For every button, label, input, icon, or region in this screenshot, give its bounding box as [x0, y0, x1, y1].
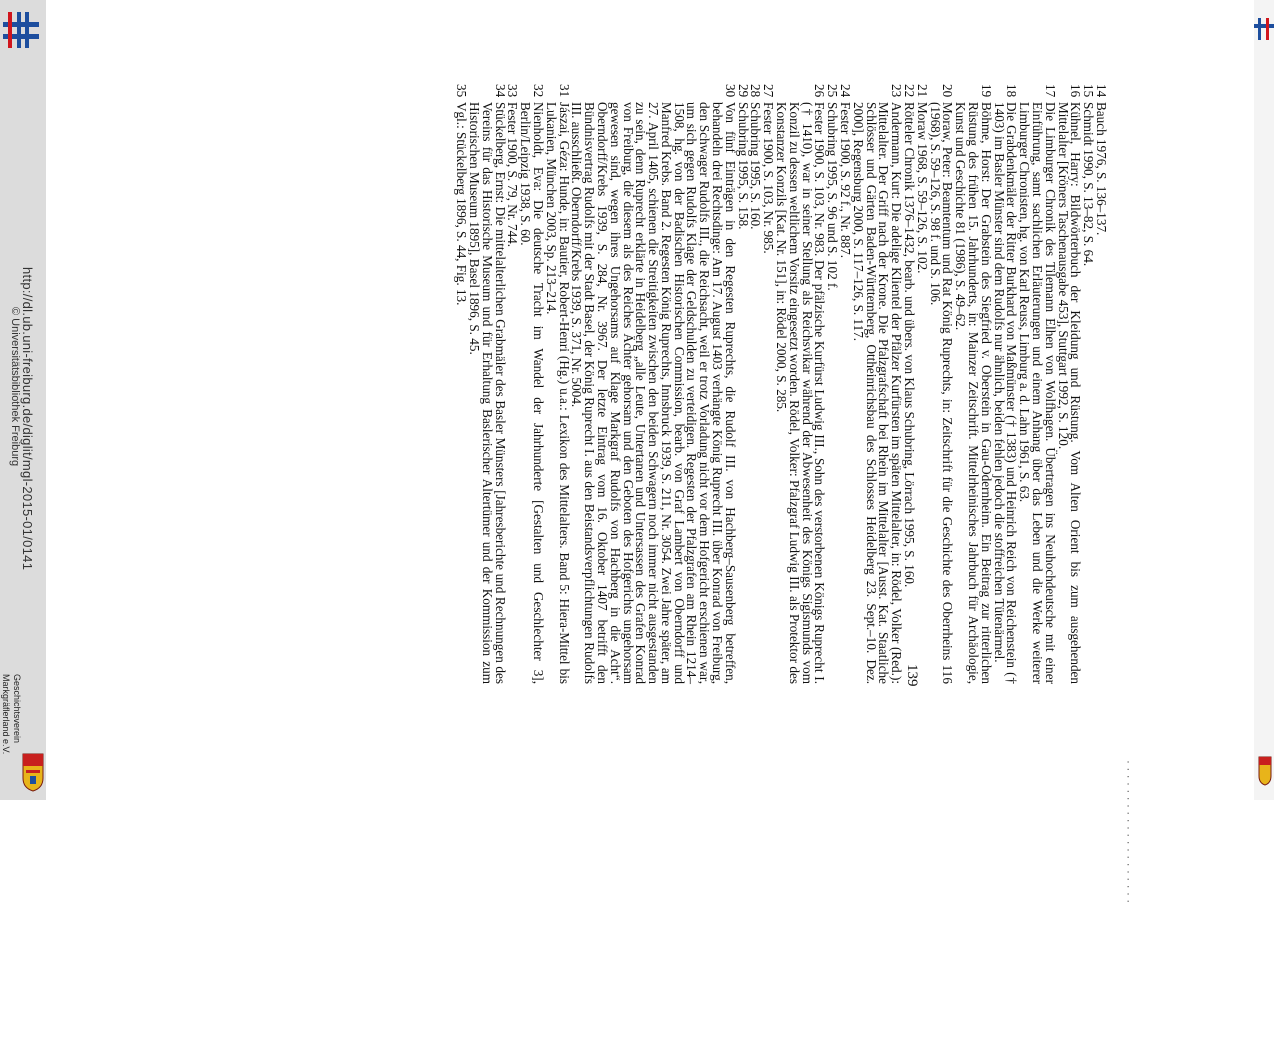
endnote-text: Schubring 1995, S. 158.	[735, 102, 751, 230]
endnote-text: Vgl.: Stückelberg 1896, S. 44, Fig. 13.	[454, 102, 470, 306]
endnote-text: Bauch 1976, S. 136–137.	[1094, 102, 1109, 236]
endnote-text: Fester 1900, S. 92 f., Nr. 887.	[838, 102, 854, 259]
header-fragment: · · · · · · · · · · · · · · · · · · · ·	[1122, 760, 1136, 904]
endnote-number: 21	[914, 84, 930, 98]
endnote-text: Fester 1900, S. 79, Nr. 744.	[505, 102, 521, 248]
endnote-text: Nienholdt, Eva: Die deutsche Tracht im Wandel der Jahrhunderte [Gestalten und Geschlechter 3], Berlin/Leipzig 1938, S. 60.	[518, 102, 546, 684]
endnote-number: 34	[492, 84, 508, 98]
ub-logo-fragment-icon	[1254, 18, 1274, 40]
endnote-text: Fester 1900, S. 103, Nr. 983. Der pfälzische Kurfürst Ludwig III., Sohn des verstorbenen Königs Ruprecht I. († 1410), war in seiner Stellung als Reichsvikar während der Abwesenheit des Königs Sigismunds vom Konzil zu dessen weltlichem Vorsitz eingesetzt worden. Rödel, Volker: Pfalzgraf Ludwig III. als Protektor des Konstanzer Konzils [Kat. Nr. 151], in: Rödel 2000, S. 285.	[774, 102, 828, 684]
society-name-line1: Geschichtsverein	[12, 674, 22, 744]
endnote-number: 18	[1004, 84, 1020, 98]
endnote-text: Die Limburger Chronik des Tilemann Elhen von Wolfhagen. Übertragen ins Neuhochdeutsche mit einer Einführung, samt sachlichen Erläuterungen und einem Anhang über das Leben und die Werke weiterer Limburger Chronisten, hg. von Karl Reuss, Limburg a. d. Lahn 1961, S. 63.	[1017, 102, 1058, 684]
endnote-number: 23	[889, 84, 905, 98]
endnote	[1056, 84, 1082, 684]
endnote	[454, 84, 470, 684]
endnote-number: 24	[838, 84, 854, 98]
endnote	[953, 84, 994, 684]
endnote	[544, 84, 570, 684]
endnote	[466, 84, 508, 684]
endnote-text: Moraw 1968, S. 59–126, S. 102.	[914, 102, 930, 274]
endnote-text: Andermann, Kurt: Die adelige Klientel der Pfälzer Kurfürsten im späten Mittelalter, in: Rödel, Volker (Red.): Mittelalter. Der Griff nach der Krone. Die Pfalzgrafschaft bei Rhein im Mittelalter [Ausst. Kat. Staatliche Schlösser und Gärten Baden-Württemberg, Ottheinrichsbau des Schlosses Heidelberg 23. Sept.–10. Dez. 2000], Regensburg 2000, S. 117–126, S. 117.	[850, 102, 905, 684]
endnote-text: Fester 1900, S. 103, Nr. 985.	[761, 102, 777, 254]
endnote	[570, 84, 736, 684]
endnote-number: 33	[505, 84, 521, 98]
endnote	[774, 84, 828, 684]
endnote-text: Kühnel, Harry: Bildwörterbuch der Kleidung und Rüstung. Vom Alten Orient bis zum ausgehenden Mittelalter [Kröners Taschenausgabe 453], Stuttgart 1992, S. 120.	[1055, 102, 1084, 684]
endnote-number: 27	[761, 84, 777, 98]
endnote-number: 25	[825, 84, 841, 98]
crest-fragment-icon	[1258, 756, 1272, 786]
endnote-number: 14	[1094, 84, 1109, 98]
society-crest-icon	[22, 752, 44, 792]
endnote-number: 17	[1042, 84, 1058, 98]
endnote	[928, 84, 954, 684]
endnote-number: 19	[978, 84, 994, 98]
endnote-number: 16	[1068, 84, 1084, 98]
ub-freiburg-logo	[3, 10, 39, 50]
endnote-text: Von fünf Einträgen in den Regesten Ruprechts, die Rudolf III. von Hachberg–Sausenberg betreffen, behandeln drei Rechtsdinge: Am 17. August 1403 verhängte König Ruprecht III. über Konrad von Freiburg, den Schwager Rudolfs III., die Reichsacht, weil er trotz Vorladung nicht vor dem Hofgericht erschienen war, um sich gegen Rudolfs Klage der Geldschulden zu verteidigen. Regesten der Pfalzgrafen am Rhein 1214–1508, hg. von der Badischen Historischen Commission, bearb. von Graf Lambert von Oberndorff und Manfred Krebs. Band 2. Regesten König Ruprechts, Innsbruck 1939, S. 211, Nr. 3054. Zwei Jahre später, am 27. April 1405, schienen die Streitigkeiten zwischen den beiden Schwagern noch immer nicht ausgestanden zu sein, denn Ruprecht erklärte in Heidelberg „alle Leute, Untertanen und Untersassen des Grafen Konrad von Freiburg, die diesem als des Reiches Ächter gehorsam und den Geboten des Hofgerichts ungehorsam gewesen sind, wegen ihres Ungehorsams auf Klage Markgraf Rudolfs von Hachberg in die Acht“. Oberndorff/Krebs 1939, S. 284, Nr. 3967. Der letzte Eintrag vom 16. Oktober 1407 betrifft den Bündnisvertrag Rudolfs mit der Stadt Basel, der König Ruprecht I. aus den Beistandsverpflichtungen Rudolfs III. ausschließt. Oberndorff/Krebs 1939, S. 371, Nr. 5004.	[569, 102, 738, 684]
endnote-number: 31	[556, 84, 572, 98]
endnote-number: 26	[812, 84, 828, 98]
society-name	[0, 674, 22, 778]
endnote-number: 35	[454, 84, 470, 98]
digital-library-url[interactable]: http://dl.ub.uni-freiburg.de/diglit/mgl-2015-01/0141	[20, 267, 35, 571]
viewer-right-strip	[1254, 0, 1274, 800]
endnote-text: Moraw, Peter: Beamtentum und Rat König Ruprechts, in: Zeitschrift für die Geschichte des Oberrheins 116 (1968), S. 59–126, S. 98 f. und S. 106.	[927, 102, 956, 684]
endnote	[850, 84, 905, 684]
endnote-number: 22	[902, 84, 918, 98]
endnote	[1017, 84, 1058, 684]
endnote	[518, 84, 544, 684]
endnote	[992, 84, 1018, 684]
endnote-text: Schubring 1995, S. 96 und S. 102 f.	[825, 102, 841, 291]
rotated-document-page	[196, 0, 1136, 904]
endnote-number: 28	[748, 84, 764, 98]
society-name-line2: Markgräflerland e.V.	[1, 674, 11, 755]
endnote-number: 30	[722, 84, 738, 98]
endnote-number: 32	[530, 84, 546, 98]
endnote-text: Die Grabdenkmäler der Ritter Burkhard von Maßmünster († 1383) und Heinrich Reich von Reichenstein († 1403) im Basler Münster sind dem Rudolfs nur ähnlich, beiden fehlen jedoch die stoffreichen Tütenärmel.	[991, 102, 1020, 684]
endnote-text: Böhme, Horst: Der Grabstein des Siegfried v. Oberstein in Gau-Odernheim. Ein Beitrag zur ritterlichen Rüstung des frühen 15. Jahrhunderts, in: Mainzer Zeitschrift. Mittelrheinisches Jahrbuch für Archäologie, Kunst und Geschichte 81 (1986), S. 49–62.	[953, 102, 994, 684]
endnote-number: 20	[940, 84, 956, 98]
page-number: 139	[904, 664, 920, 687]
copyright-notice: © Universitätsbibliothek Freiburg	[9, 307, 21, 467]
endnote-number: 15	[1081, 84, 1097, 98]
endnote-text: Stückelberg, Ernst: Die mittelalterlichen Grabmäler des Basler Münsters [Jahresberichte und Rechnungen des Vereins für das Historische Museum und für Erhaltung Baslerischer Altertümer und der Kommission zum Historischen Museum 1895], Basel 1896, S. 45.	[466, 102, 508, 684]
endnotes-list	[454, 84, 1107, 684]
endnote-text: Schmidt 1990, S. 13–82, S. 64.	[1081, 102, 1097, 267]
endnote-text: Schubring 1995, S. 160.	[748, 102, 764, 230]
endnote-text: Rötteler Chronik 1376–1432, bearb. und übers. von Klaus Schubring, Lörrach 1995, S. 160.	[902, 102, 918, 588]
viewer-left-margin	[0, 0, 46, 800]
endnote-text: Jászai, Géza: Hunde, in: Bautier, Robert-Henri (Hg.) u.a.: Lexikon des Mittelalters. Band 5: Hiera-Mittel bis Lukanien, München 2003, Sp. 213–214.	[543, 102, 572, 684]
endnote-number: 29	[735, 84, 751, 98]
